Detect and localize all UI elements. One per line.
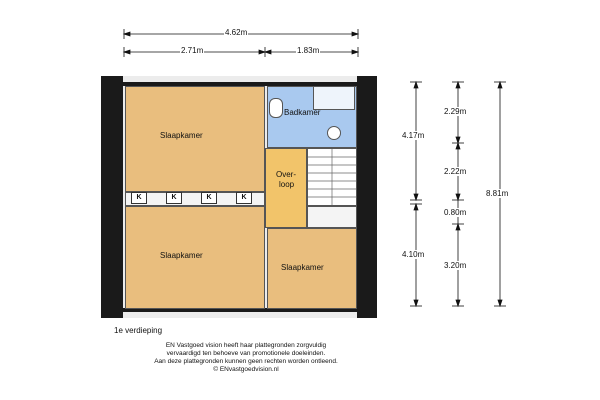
bedroom-small-label: Slaapkamer xyxy=(281,263,324,272)
total-depth-label: 8.81m xyxy=(486,189,509,198)
disclaimer-line-1: EN Vastgoed vision heeft haar plattegronden zorgvuldig xyxy=(165,342,327,349)
closet-2: K xyxy=(166,192,182,204)
staircase xyxy=(307,148,357,206)
right-width-label: 1.83m xyxy=(297,46,320,55)
segment-2-label: 2.22m xyxy=(444,167,467,176)
sink xyxy=(269,98,283,118)
floor-plan xyxy=(101,76,377,318)
segment-3-label: 0.80m xyxy=(444,208,467,217)
upper-depth-label: 4.17m xyxy=(402,131,425,140)
left-wall xyxy=(101,76,123,318)
closet-4: K xyxy=(236,192,252,204)
landing-label-line1: Over- xyxy=(276,170,296,179)
disclaimer-line-3: Aan deze plattegronden kunnen geen rechten worden ontleend. xyxy=(154,358,338,365)
disclaimer-line-4: © ENvastgoedvision.nl xyxy=(213,366,279,373)
shower xyxy=(313,86,355,110)
left-width-label: 2.71m xyxy=(181,46,204,55)
toilet xyxy=(327,126,341,140)
storage xyxy=(307,206,357,228)
segment-1-label: 2.29m xyxy=(444,107,467,116)
closet-1: K xyxy=(131,192,147,204)
stair-treads xyxy=(308,149,356,205)
bedroom-bottom-label: Slaapkamer xyxy=(160,251,203,260)
total-width-label: 4.62m xyxy=(225,28,248,37)
lower-depth-label: 4.10m xyxy=(402,250,425,259)
segment-4-label: 3.20m xyxy=(444,261,467,270)
floor-label: 1e verdieping xyxy=(114,326,163,335)
right-wall xyxy=(357,76,377,318)
bedroom-top-label: Slaapkamer xyxy=(160,131,203,140)
landing-label-line2: loop xyxy=(279,180,295,189)
bathroom-label: Badkamer xyxy=(284,108,321,117)
disclaimer-line-2: vervaardigd ten behoeve van promotionele doeleinden. xyxy=(166,350,326,357)
closet-3: K xyxy=(201,192,217,204)
